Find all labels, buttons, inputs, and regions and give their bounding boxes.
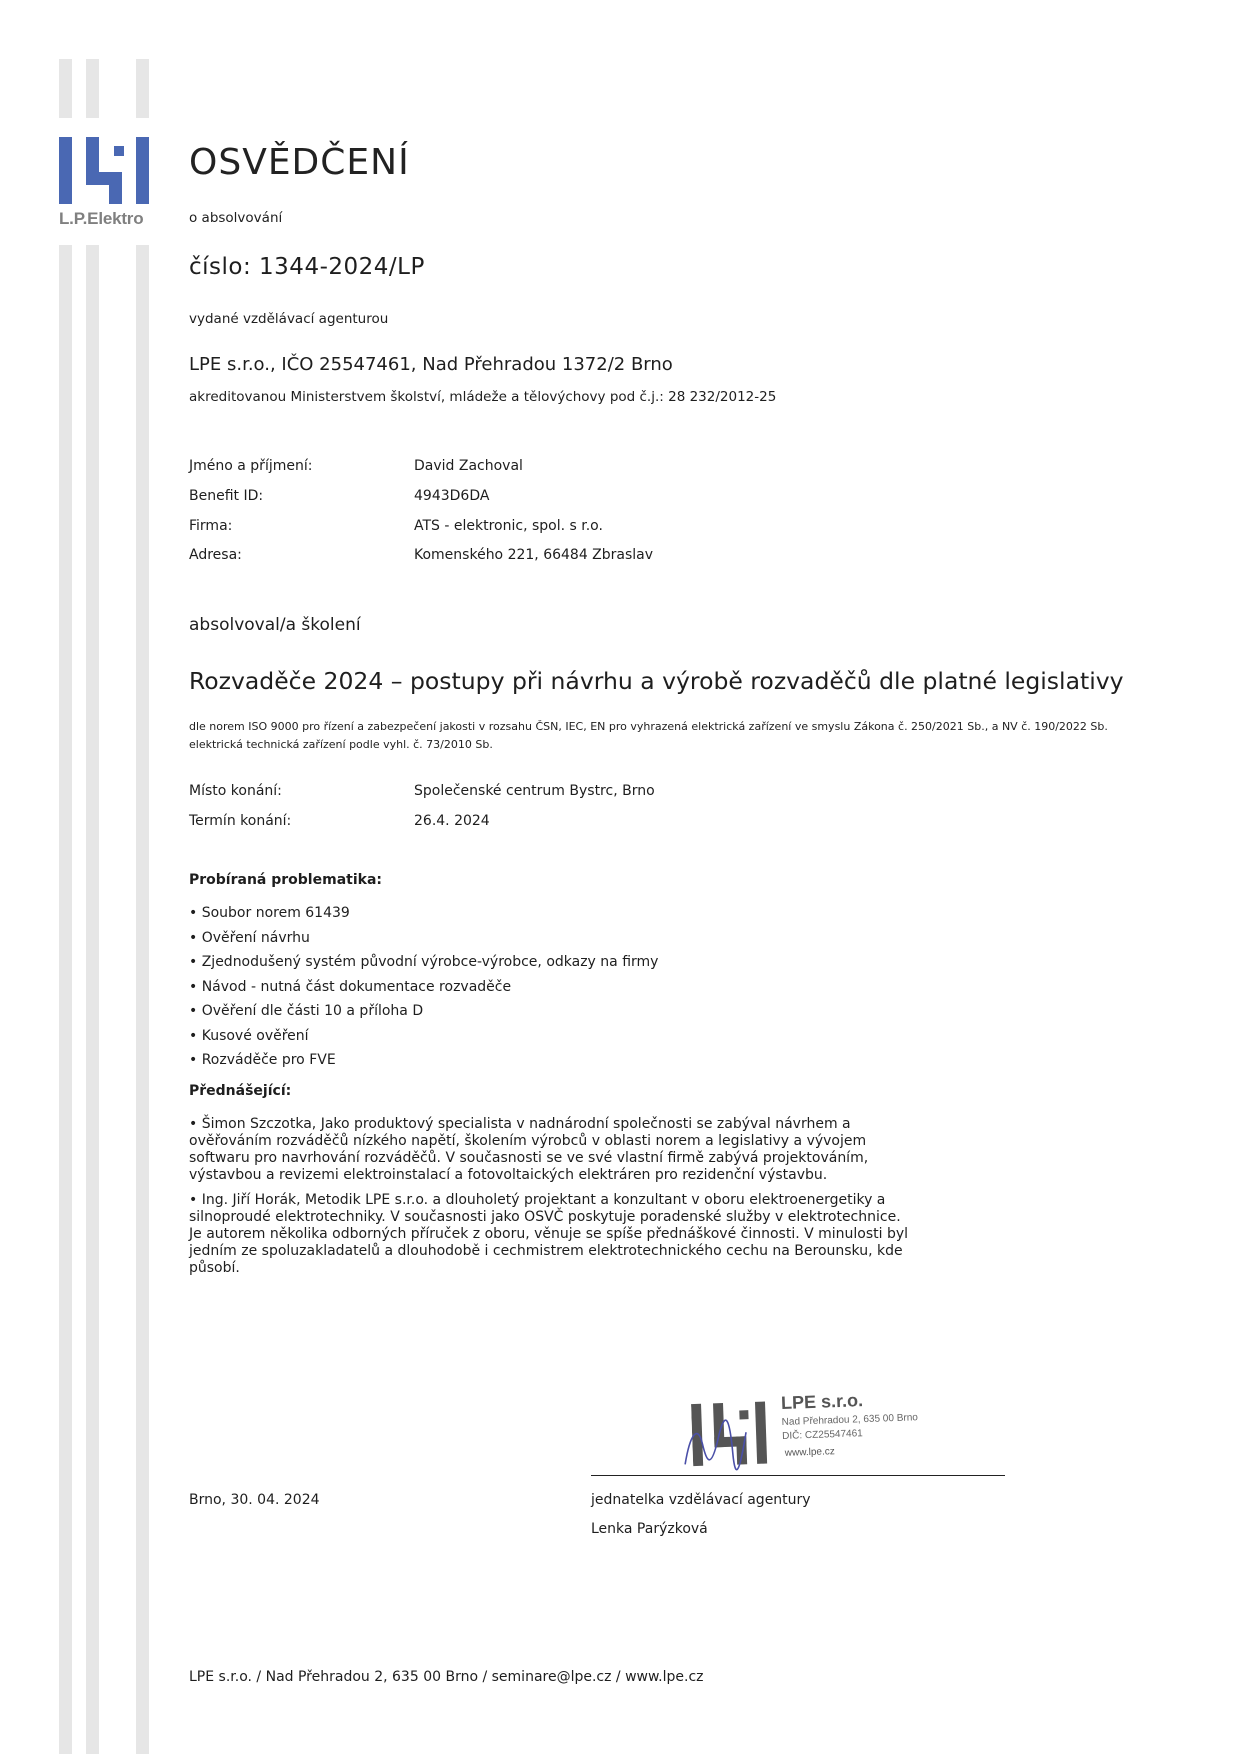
date-value: 26.4. 2024 xyxy=(414,813,490,829)
decorative-stripe-right xyxy=(136,59,149,118)
company-stamp xyxy=(679,1385,942,1474)
course-name: Rozvaděče 2024 – postupy při návrhu a výrobě rozvaděčů dle platné legislativy xyxy=(189,667,1124,695)
course-norms xyxy=(189,718,1129,754)
course-norms-line-2: elektrická technická zařízení podle vyhl. č. 73/2010 Sb. xyxy=(189,738,493,751)
certificate-subtitle: o absolvování xyxy=(189,210,283,226)
course-norms-line-1: dle norem ISO 9000 pro řízení a zabezpečení jakosti v rozsahu ČSN, IEC, EN pro vyhrazená elektrická zařízení ve smyslu Zákona č. 250/2021 Sb., a NV č. 190/2022 Sb. xyxy=(189,720,1108,733)
name-value: David Zachoval xyxy=(414,458,523,474)
lecturer-bio: • Šimon Szczotka, Jako produktový specialista v nadnárodní společnosti se zabýval návrhem a ověřováním rozváděčů nízkého napětí, školením výrobců v oblasti norem a legislativy a vývojem softwaru pro navrhování rozváděčů. V současnosti se ve své vlastní firmě zabývá projektováním, výstavbou a revizemi elektroinstalací a fotovoltaických elektráren pro rezidenční výstavbu. xyxy=(189,1116,869,1183)
certificate-title: OSVĚDČENÍ xyxy=(189,142,410,183)
list-item: • Kusové ověření xyxy=(189,1027,309,1044)
list-item: • Rozváděče pro FVE xyxy=(189,1052,336,1068)
topics-list xyxy=(189,901,989,1073)
company-label: Firma: xyxy=(189,518,233,534)
decorative-stripe-left xyxy=(59,59,72,118)
signatory-role: jednatelka vzdělávací agentury xyxy=(591,1492,811,1508)
lecturers-list xyxy=(189,1116,909,1285)
stamp-web: www.lpe.cz xyxy=(784,1446,835,1459)
signatory-name: Lenka Parýzková xyxy=(591,1521,708,1537)
list-item: • Soubor norem 61439 xyxy=(189,905,350,921)
list-item: • Ověření dle části 10 a příloha D xyxy=(189,1003,424,1019)
logo-text: L.P.Elektro xyxy=(59,209,144,228)
date-label: Termín konání: xyxy=(189,813,292,829)
benefit-id-value: 4943D6DA xyxy=(414,488,490,504)
signature-line xyxy=(591,1475,1005,1476)
venue-label: Místo konání: xyxy=(189,783,282,799)
place-date: Brno, 30. 04. 2024 xyxy=(189,1492,320,1508)
list-item: • Zjednodušený systém původní výrobce-výrobce, odkazy na firmy xyxy=(189,954,659,970)
footer-text: LPE s.r.o. / Nad Přehradou 2, 635 00 Brno / seminare@lpe.cz / www.lpe.cz xyxy=(189,1669,704,1685)
lpe-logo-icon xyxy=(59,136,149,206)
completed-label: absolvoval/a školení xyxy=(189,615,361,635)
agency-name: LPE s.r.o., IČO 25547461, Nad Přehradou 1372/2 Brno xyxy=(189,354,673,375)
address-label: Adresa: xyxy=(189,547,242,563)
issued-by-label: vydané vzdělávací agenturou xyxy=(189,311,389,327)
accreditation-text: akreditovanou Ministerstvem školství, mládeže a tělovýchovy pod č.j.: 28 232/2012-25 xyxy=(189,389,777,405)
benefit-id-label: Benefit ID: xyxy=(189,488,264,504)
certificate-number: číslo: 1344-2024/LP xyxy=(189,254,425,280)
address-value: Komenského 221, 66484 Zbraslav xyxy=(414,547,654,563)
company-value: ATS - elektronic, spol. s r.o. xyxy=(414,518,603,534)
name-label: Jméno a příjmení: xyxy=(189,458,313,474)
lecturers-heading: Přednášející: xyxy=(189,1083,292,1099)
lecturer-bio: • Ing. Jiří Horák, Metodik LPE s.r.o. a dlouholetý projektant a konzultant v oboru elektroenergetiky a silnoproudé elektrotechniky. V současnosti jako OSVČ poskytuje poradenské služby v elektrotechnice. Je autorem několika odborných příruček z oboru, věnuje se spíše přednáškové činnosti. V minulosti byl jedním ze spoluzakladatelů a dlouhodobě i cechmistrem elektrotechnického cechu na Berounsku, kde působí. xyxy=(189,1192,909,1276)
stamp-dic: DIČ: CZ25547461 xyxy=(782,1428,863,1442)
decorative-stripe-middle xyxy=(86,59,99,118)
stamp-address: Nad Přehradou 2, 635 00 Brno xyxy=(781,1412,919,1428)
stamp-company: LPE s.r.o. xyxy=(780,1390,864,1413)
decorative-stripe-middle xyxy=(86,245,99,1754)
decorative-stripe-left xyxy=(59,245,72,1754)
topics-heading: Probíraná problematika: xyxy=(189,872,382,888)
list-item: • Ověření návrhu xyxy=(189,929,310,946)
decorative-stripe-right xyxy=(136,245,149,1754)
venue-value: Společenské centrum Bystrc, Brno xyxy=(414,783,655,799)
signature-icon xyxy=(679,1412,751,1474)
list-item: • Návod - nutná část dokumentace rozvaděče xyxy=(189,978,512,995)
